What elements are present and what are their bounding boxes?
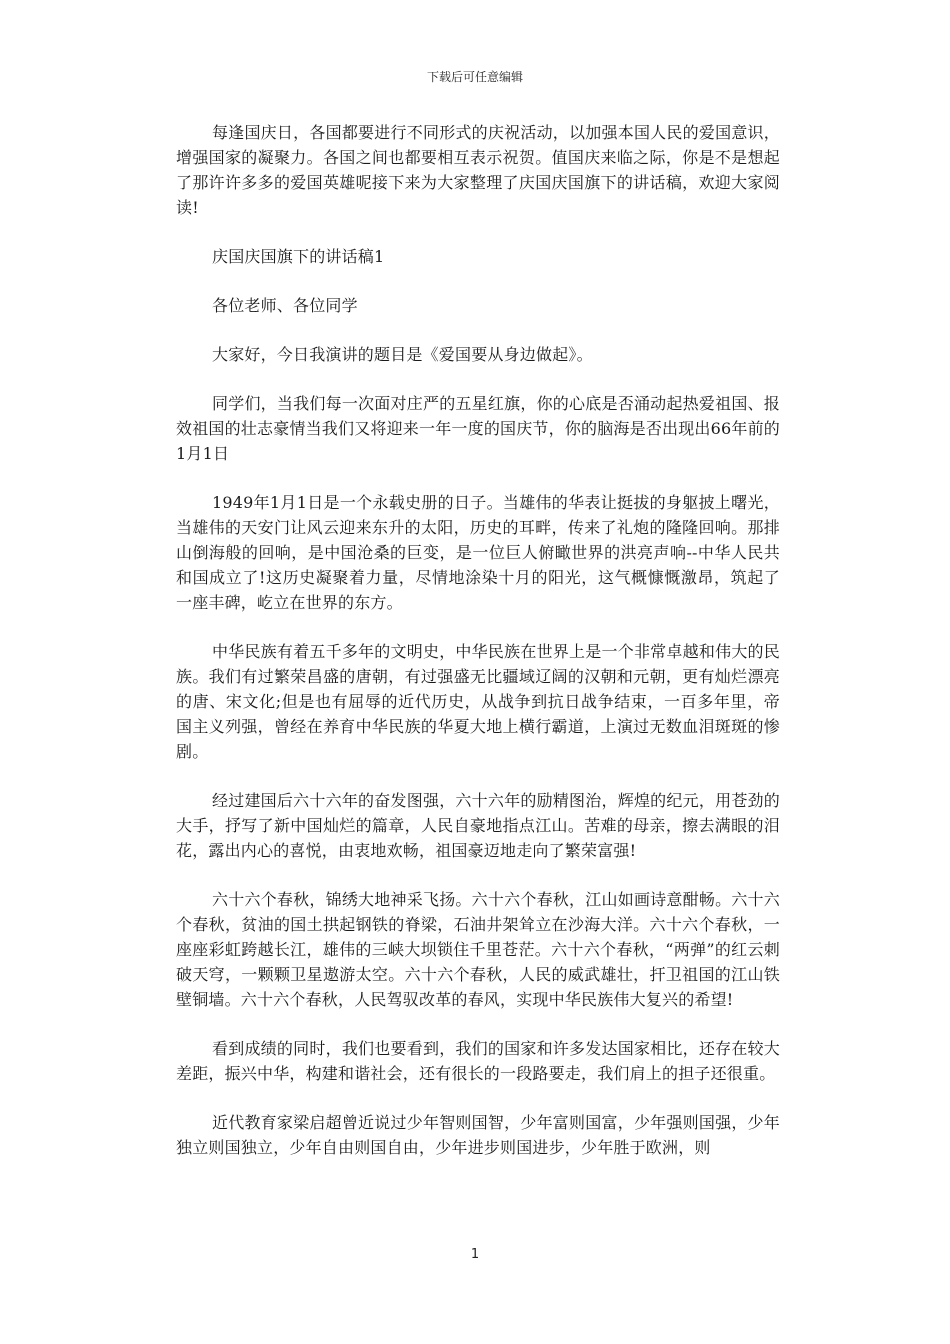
paragraph: 经过建国后六十六年的奋发图强，六十六年的励精图治，辉煌的纪元，用苍劲的大手，抒写了新中国灿烂的篇章，人民自豪地指点江山。苦难的母亲，擦去满眼的泪花，露出内心的喜悦，由衷地欢畅，祖国豪迈地走向了繁荣富强!: [176, 791, 780, 860]
paragraph: 六十六个春秋，锦绣大地神采飞扬。六十六个春秋，江山如画诗意酣畅。六十六个春秋，贫油的国土拱起钢铁的脊梁，石油井架耸立在沙海大洋。六十六个春秋，一座座彩虹跨越长江，雄伟的三峡大坝锁住千里苍茫。六十六个春秋，“两弹”的红云刺破天穹，一颗颗卫星遨游太空。六十六个春秋，人民的威武雄壮，扞卫祖国的江山铁壁铜墙。六十六个春秋，人民驾驭改革的春风，实现中华民族伟大复兴的希望!: [176, 890, 780, 1009]
paragraph-intro: 每逢国庆日，各国都要进行不同形式的庆祝活动，以加强本国人民的爱国意识，增强国家的凝聚力。各国之间也都要相互表示祝贺。值国庆来临之际，你是不是想起了那许许多多的爱国英雄呢接下来为大家整理了庆国庆国旗下的讲话稿，欢迎大家阅读!: [176, 123, 780, 217]
paragraph: 看到成绩的同时，我们也要看到，我们的国家和许多发达国家相比，还存在较大差距，振兴中华，构建和谐社会，还有很长的一段路要走，我们肩上的担子还很重。: [176, 1039, 780, 1083]
document-body: [176, 120, 780, 1184]
page-number: 1: [470, 1247, 480, 1262]
salutation: 各位老师、各位同学: [212, 296, 358, 315]
paragraph: 同学们，当我们每一次面对庄严的五星红旗，你的心底是否涌动起热爱祖国、报效祖国的壮志豪情当我们又将迎来一年一度的国庆节，你的脑海是否出现出66年前的1月1日: [176, 394, 780, 463]
section-title: 庆国庆国旗下的讲话稿1: [212, 247, 385, 266]
page-header: 下载后可任意编辑: [426, 70, 523, 84]
paragraph: 近代教育家梁启超曾近说过少年智则国智，少年富则国富，少年强则国强，少年独立则国独立，少年自由则国自由，少年进步则国进步，少年胜于欧洲，则: [176, 1113, 780, 1157]
paragraph-greeting: 大家好，今日我演讲的题目是《爱国要从身边做起》。: [212, 345, 593, 364]
paragraph: 中华民族有着五千多年的文明史，中华民族在世界上是一个非常卓越和伟大的民族。我们有过繁荣昌盛的唐朝，有过强盛无比疆域辽阔的汉朝和元朝，更有灿烂漂亮的唐、宋文化;但是也有屈辱的近代历史，从战争到抗日战争结束，一百多年里，帝国主义列强，曾经在养育中华民族的华夏大地上横行霸道，上演过无数血泪斑斑的惨剧。: [176, 642, 780, 761]
paragraph: 1949年1月1日是一个永载史册的日子。当雄伟的华表让挺拔的身躯披上曙光，当雄伟的天安门让风云迎来东升的太阳，历史的耳畔，传来了礼炮的隆隆回响。那排山倒海般的回响，是中国沧桑的巨变，是一位巨人俯瞰世界的洪亮声响--中华人民共和国成立了!这历史凝聚着力量，尽情地涂染十月的阳光，这气概慷慨激昂，筑起了一座丰碑，屹立在世界的东方。: [176, 493, 780, 612]
